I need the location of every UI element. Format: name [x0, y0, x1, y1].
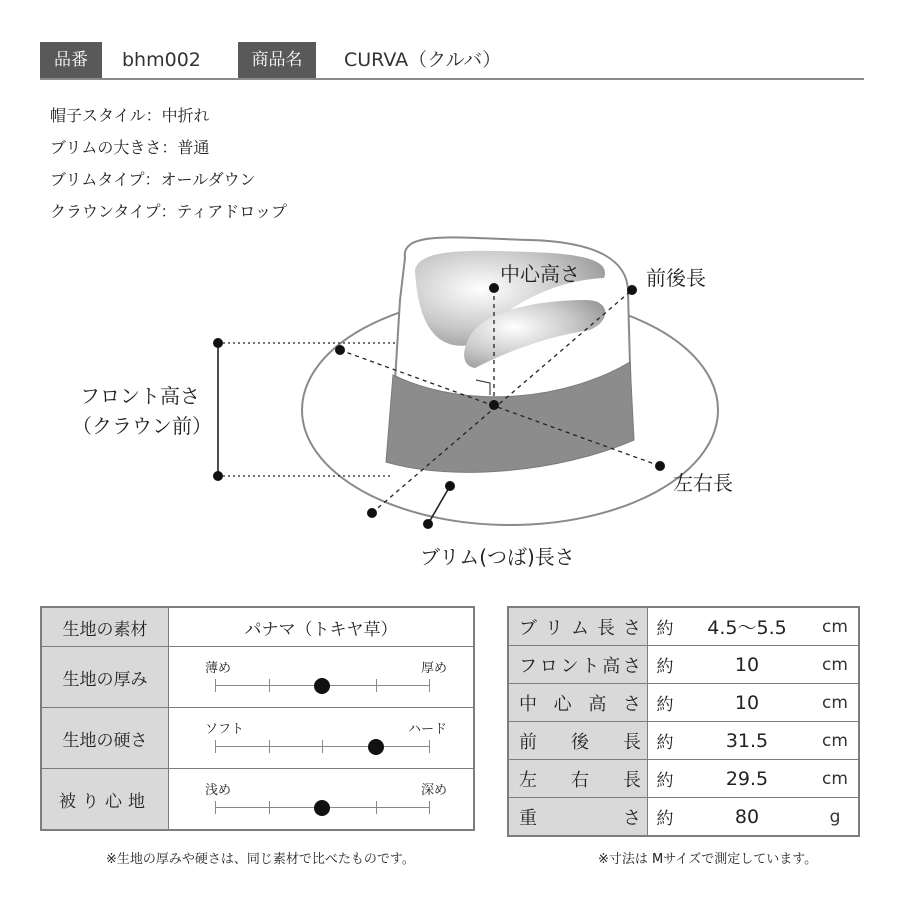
scale-min-label: 浅め: [205, 783, 232, 798]
thickness-scale: [169, 647, 473, 707]
table-row: [508, 646, 859, 684]
measure-point: [423, 519, 433, 529]
spec-brim-size: ブリムの大きさ：普通: [50, 138, 210, 157]
scale-tick: [429, 679, 430, 692]
size-label: [508, 798, 648, 837]
scale-tick: [376, 801, 377, 814]
size-approx: 約: [648, 722, 683, 760]
measure-point: [489, 283, 499, 293]
size-label: [508, 646, 648, 684]
size-label-text: 重 さ: [519, 807, 641, 829]
size-label-text: 前 後 長: [519, 731, 641, 753]
part-number-value: bhm002: [122, 49, 201, 71]
spec-hat-style: 帽子スタイル：中折れ: [50, 106, 210, 125]
measure-point: [335, 345, 345, 355]
size-value: 10: [682, 646, 812, 684]
size-unit: cm: [812, 607, 859, 646]
scale-min-label: 薄め: [205, 661, 232, 676]
measure-point: [213, 338, 223, 348]
scale-tick: [429, 740, 430, 753]
table-row: [41, 769, 474, 831]
size-label-text: フ ロ ン ト 高 さ: [519, 655, 641, 677]
measure-point: [367, 508, 377, 518]
size-unit: cm: [812, 722, 859, 760]
size-value: 80: [682, 798, 812, 837]
fabric-note: ※生地の厚みや硬さは、同じ素材で比べたものです。: [106, 852, 415, 867]
size-note: ※寸法は Mサイズで測定しています。: [598, 852, 818, 867]
label-front-back: 前後長: [646, 266, 706, 290]
size-unit: cm: [812, 684, 859, 722]
product-name-value: CURVA（クルバ）: [344, 49, 502, 71]
size-approx: 約: [648, 646, 683, 684]
size-label-text: ブ リ ム 長 さ: [519, 617, 641, 639]
scale-tick: [215, 740, 216, 753]
size-label-text: 中 心 高 さ: [519, 693, 641, 715]
size-value: 29.5: [682, 760, 812, 798]
scale-max-label: 厚め: [420, 661, 447, 676]
size-unit: g: [812, 798, 859, 837]
size-label: [508, 607, 648, 646]
fabric-table: [40, 606, 475, 831]
table-row: [508, 607, 859, 646]
size-table: [507, 606, 860, 837]
scale-max-label: ハード: [407, 722, 447, 737]
label-front-height: フロント高さ: [80, 384, 200, 408]
material-label: 生地の素材: [41, 607, 169, 647]
scale-level-marker: [314, 800, 330, 816]
label-brim-length: ブリム(つば)長さ: [420, 545, 575, 569]
scale-tick: [215, 679, 216, 692]
measure-point: [489, 400, 499, 410]
size-value: 31.5: [682, 722, 812, 760]
table-row: [508, 760, 859, 798]
spec-brim-type: ブリムタイプ：オールダウン: [50, 170, 256, 189]
size-approx: 約: [648, 798, 683, 837]
table-row: [508, 684, 859, 722]
size-value: 4.5〜5.5: [682, 607, 812, 646]
size-unit: cm: [812, 646, 859, 684]
measure-point: [445, 481, 455, 491]
table-row: [41, 647, 474, 708]
material-value: パナマ（トキヤ草）: [169, 607, 475, 647]
size-approx: 約: [648, 684, 683, 722]
table-row: [508, 722, 859, 760]
size-approx: 約: [648, 760, 683, 798]
scale-max-label: 深め: [420, 783, 447, 798]
size-label: [508, 684, 648, 722]
fit-depth-scale: [169, 769, 473, 829]
size-approx: 約: [648, 607, 683, 646]
scale-tick: [376, 679, 377, 692]
size-label: [508, 760, 648, 798]
label-front-height-sub: （クラウン前）: [72, 414, 212, 438]
table-row: [41, 708, 474, 769]
part-number-tag: 品番: [40, 42, 102, 78]
product-name-tag: 商品名: [238, 42, 316, 78]
size-unit: cm: [812, 760, 859, 798]
measure-point: [655, 461, 665, 471]
scale-level-marker: [368, 739, 384, 755]
scale-tick: [215, 801, 216, 814]
table-row: [41, 607, 474, 647]
table-row: [508, 798, 859, 837]
stiffness-label: 生地の硬さ: [41, 708, 169, 769]
scale-tick: [429, 801, 430, 814]
label-left-right: 左右長: [673, 471, 733, 495]
scale-tick: [269, 801, 270, 814]
scale-tick: [269, 740, 270, 753]
stiffness-scale: [169, 708, 473, 768]
fit-depth-label: 被り心地: [41, 769, 169, 831]
scale-tick: [322, 740, 323, 753]
scale-min-label: ソフト: [205, 722, 245, 737]
scale-level-marker: [314, 678, 330, 694]
measure-point: [213, 471, 223, 481]
size-value: 10: [682, 684, 812, 722]
spec-crown-type: クラウンタイプ：ティアドロップ: [50, 202, 287, 221]
scale-tick: [269, 679, 270, 692]
size-label: [508, 722, 648, 760]
label-center-height: 中心高さ: [500, 262, 580, 286]
measure-point: [627, 285, 637, 295]
thickness-label: 生地の厚み: [41, 647, 169, 708]
size-label-text: 左 右 長: [519, 769, 641, 791]
